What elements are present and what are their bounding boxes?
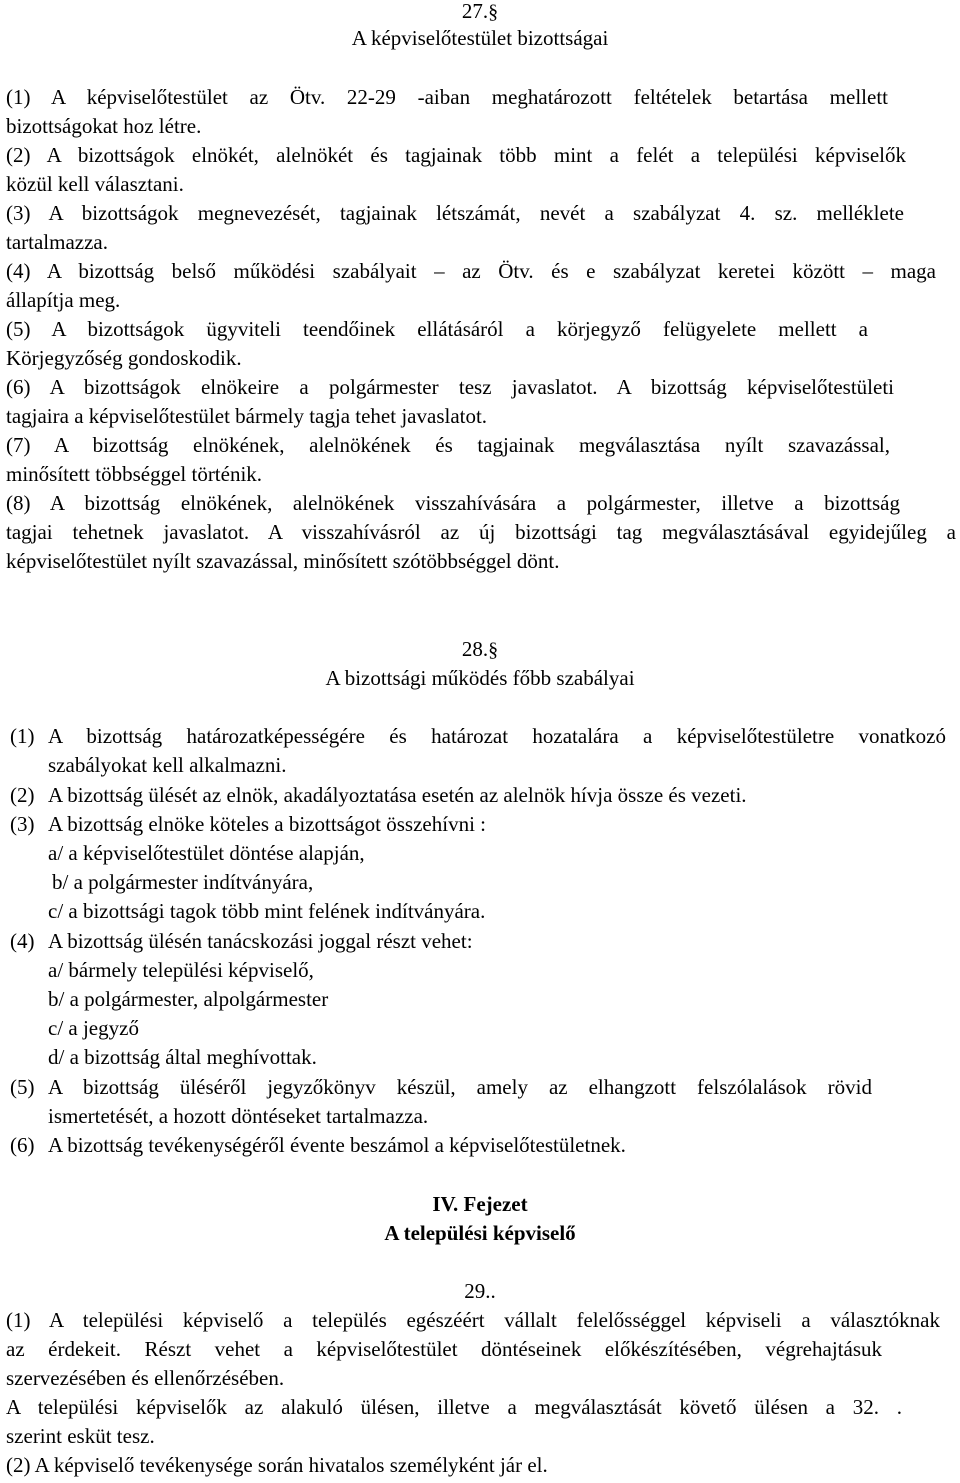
paragraph-line: (5) A bizottságok ügyviteli teendőinek ellátásáról a körjegyző felügyelete mellett a (6, 317, 868, 341)
oath-text: szerint esküt tesz. (6, 1424, 155, 1448)
section-sign-icon: § (488, 1, 499, 23)
section-number: 27. (461, 0, 489, 23)
chapter-title: A települési képviselő (384, 1221, 576, 1245)
item-number: (4) (10, 929, 35, 953)
item-line: ismertetését, a hozott döntéseket tartalmazza. (48, 1104, 429, 1128)
item-number: (5) (10, 1075, 35, 1099)
paragraph-line: (6) A bizottságok elnökeire a polgármester tesz javaslatot. A bizottság képviselőtestületi (6, 375, 894, 399)
sub-item: b/ a polgármester, alpolgármester (48, 987, 329, 1011)
paragraph-line: szervezésében és ellenőrzésében. (6, 1366, 285, 1390)
paragraph-line: (4) A bizottság belső működési szabályait – az Ötv. és e szabályzat keretei között – maga (6, 259, 936, 283)
section-27-heading (0, 0, 960, 27)
section-number: 28. (461, 637, 489, 661)
item-line: A bizottság ülését az elnök, akadályoztatása esetén az alelnök hívja össze és vezeti. (48, 783, 747, 807)
paragraph-line: minősített többséggel történik. (6, 462, 263, 486)
paragraph-line: (8) A bizottság elnökének, alelnökének visszahívására a polgármester, illetve a bizottság (6, 491, 900, 515)
sub-item: b/ a polgármester indítványára, (52, 870, 314, 894)
paragraph-line: tagjai tehetnek javaslatot. A visszahívásról az új bizottsági tag megválasztásával egyidejűleg a (6, 520, 956, 544)
item-number: (6) (10, 1133, 35, 1157)
paragraph-line: közül kell választani. (6, 172, 184, 196)
item-line: A bizottság elnöke köteles a bizottságot összehívni : (48, 812, 486, 836)
item-line: A bizottság határozatképességére és határozat hozatalára a képviselőtestületre vonatkozó (48, 724, 946, 748)
chapter-number: IV. Fejezet (432, 1192, 528, 1216)
paragraph-line: tagjaira a képviselőtestület bármely tagja tehet javaslatot. (6, 404, 488, 428)
item-line: A bizottság ülésén tanácskozási joggal részt vehet: (48, 929, 473, 953)
section-28-title: A bizottsági működés főbb szabályai (325, 666, 635, 690)
sub-item: c/ a jegyző (48, 1016, 139, 1040)
paragraph-line: (7) A bizottság elnökének, alelnökének és tagjainak megválasztása nyílt szavazással, (6, 433, 890, 457)
paragraph-line (6, 1422, 155, 1451)
item-number: (2) (10, 783, 35, 807)
section-28-heading (0, 635, 960, 665)
item-line: szabályokat kell alkalmazni. (48, 753, 287, 777)
item-number: (1) (10, 724, 35, 748)
paragraph-line: képviselőtestület nyílt szavazással, minősített szótöbbséggel dönt. (6, 549, 560, 573)
sub-item: d/ a bizottság által meghívottak. (48, 1045, 317, 1069)
section-number: 29. (464, 1279, 491, 1303)
paragraph-line: A települési képviselők az alakuló ülésen, illetve a megválasztását követő ülésen a 32. . (6, 1395, 902, 1419)
paragraph-line: bizottságokat hoz létre. (6, 114, 202, 138)
item-line: A bizottság üléséről jegyzőkönyv készül, amely az elhangzott felszólalások rövid (48, 1075, 872, 1099)
section-29-heading (0, 1277, 960, 1306)
section-27-title: A képviselőtestület bizottságai (351, 26, 609, 50)
paragraph-line: tartalmazza. (6, 230, 109, 254)
paragraph-line: Körjegyzőség gondoskodik. (6, 346, 242, 370)
item-line: A bizottság tevékenységéről évente beszámol a képviselőtestületnek. (48, 1133, 626, 1157)
paragraph-line: (1) A települési képviselő a település egészéért vállalt felelősséggel képviseli a választóknak (6, 1308, 940, 1332)
paragraph-line: (2) A bizottságok elnökét, alelnökét és tagjainak több mint a felét a települési képviselők (6, 143, 906, 167)
sub-item: a/ a képviselőtestület döntése alapján, (48, 841, 365, 865)
paragraph-line: állapítja meg. (6, 288, 121, 312)
paragraph-line: (2) A képviselő tevékenysége során hivatalos személyként jár el. (6, 1453, 548, 1477)
paragraph-line: (3) A bizottságok megnevezését, tagjainak létszámát, nevét a szabályzat 4. sz. melléklete (6, 201, 904, 225)
sub-item: c/ a bizottsági tagok több mint felének indítványára. (48, 899, 486, 923)
section-sign-icon: § (488, 639, 499, 661)
item-number: (3) (10, 812, 35, 836)
sub-item: a/ bármely települési képviselő, (48, 958, 314, 982)
section-tail: . (490, 1279, 496, 1303)
paragraph-line: az érdekeit. Részt vehet a képviselőtestület döntéseinek előkészítésében, végrehajtásuk (6, 1337, 882, 1361)
paragraph-line: (1) A képviselőtestület az Ötv. 22-29 -aiban meghatározott feltételek betartása mellett (6, 85, 888, 109)
